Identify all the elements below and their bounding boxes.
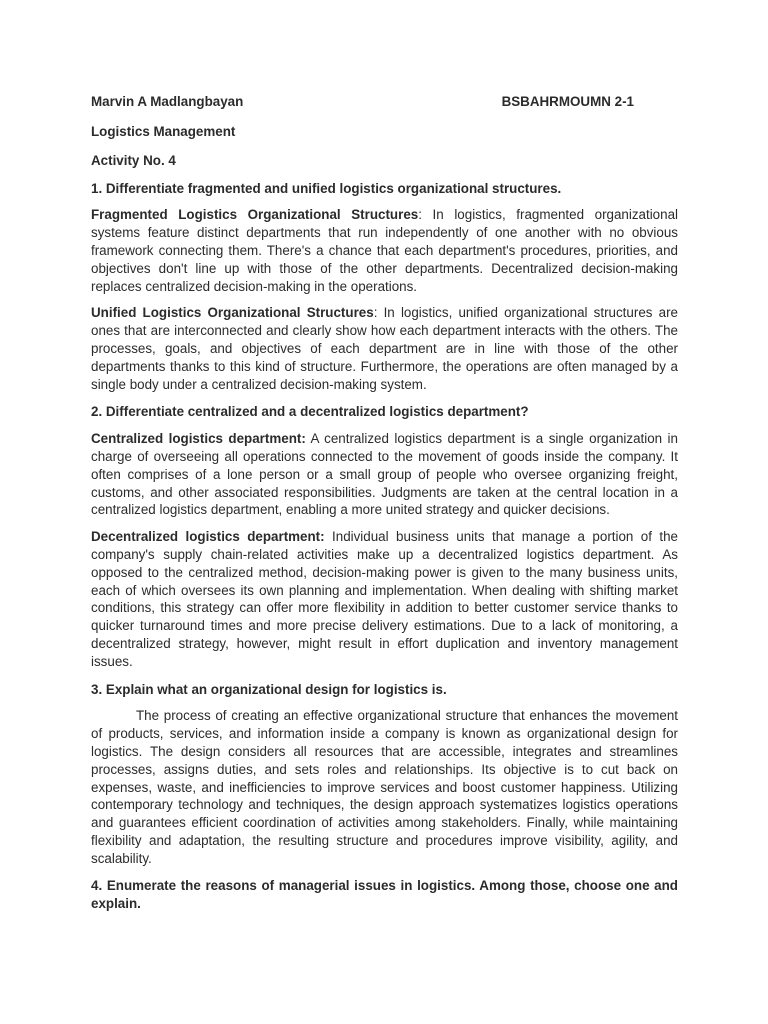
organizational-design-paragraph: The process of creating an effective organizational structure that enhances the movement of products, services, and information inside a company is known as organizational design for logistics. The design considers all resources that are accessible, integrates and streamlines processes, assigns duties, and sets roles and relationships. Its objective is to cut back on expenses, waste, and inefficiencies to improve services and boost customer happiness. Utilizing contemporary technology and techniques, the design approach systematizes logistics operations and guarantees efficient coordination of activities among stakeholders. Finally, while maintaining flexibility and adaptation, the resulting structure and procedures improve visibility, agility, and scalability. bbox=[91, 708, 678, 866]
question-1: 1. Differentiate fragmented and unified logistics organizational structures. bbox=[91, 180, 562, 196]
question-2: 2. Differentiate centralized and a decentralized logistics department? bbox=[91, 404, 529, 420]
section-code: BSBAHRMOUMN 2-1 bbox=[501, 94, 634, 109]
fragmented-paragraph bbox=[91, 206, 678, 295]
unified-term: Unified Logistics Organizational Structures bbox=[91, 305, 374, 321]
student-name: Marvin A Madlangbayan bbox=[91, 94, 244, 109]
decentralized-term: Decentralized logistics department: bbox=[91, 529, 325, 545]
document-header bbox=[91, 93, 678, 111]
document-page bbox=[91, 93, 678, 913]
unified-text: : In logistics, unified organizational structures are ones that are interconnected and clearly show how each department interacts with the others. The processes, goals, and objectives of each department are in line with those of the other departments thanks to this kind of structure. Furthermore, the operations are often managed by a single body under a centralized decision-making system. bbox=[91, 305, 678, 392]
question-4: 4. Enumerate the reasons of managerial issues in logistics. Among those, choose one and explain. bbox=[91, 878, 678, 912]
course-title: Logistics Management bbox=[91, 124, 236, 139]
centralized-paragraph bbox=[91, 430, 678, 519]
centralized-term: Centralized logistics department: bbox=[91, 431, 306, 447]
fragmented-term: Fragmented Logistics Organizational Structures bbox=[91, 207, 419, 223]
centralized-text: A centralized logistics department is a single organization in charge of overseeing all operations connected to the movement of goods inside the company. It often comprises of a lone person or a small group of people who oversee organizing freight, customs, and other associated responsibilities. Judgments are taken at the central location in a centralized logistics department, enabling a more united strategy and quicker decisions. bbox=[91, 431, 678, 518]
decentralized-paragraph bbox=[91, 528, 678, 670]
fragmented-text: : In logistics, fragmented organizational systems feature distinct departments that run independently of one another with no obvious framework connecting them. There's a chance that each department's procedures, priorities, and objectives don't line up with those of the other departments. Decentralized decision-making replaces centralized decision-making in the operations. bbox=[91, 207, 678, 294]
activity-title: Activity No. 4 bbox=[91, 152, 176, 168]
question-3: 3. Explain what an organizational design for logistics is. bbox=[91, 681, 447, 697]
unified-paragraph bbox=[91, 304, 678, 393]
decentralized-text: Individual business units that manage a portion of the company's supply chain-related activities make up a decentralized logistics department. As opposed to the centralized method, decision-making power is given to the many business units, each of which oversees its own planning and implementation. When dealing with shifting market conditions, this strategy can offer more flexibility in addition to better customer service thanks to quicker turnaround times and more precise delivery estimations. Due to a lack of monitoring, a decentralized strategy, however, might result in effort duplication and inventory management issues. bbox=[91, 529, 678, 669]
